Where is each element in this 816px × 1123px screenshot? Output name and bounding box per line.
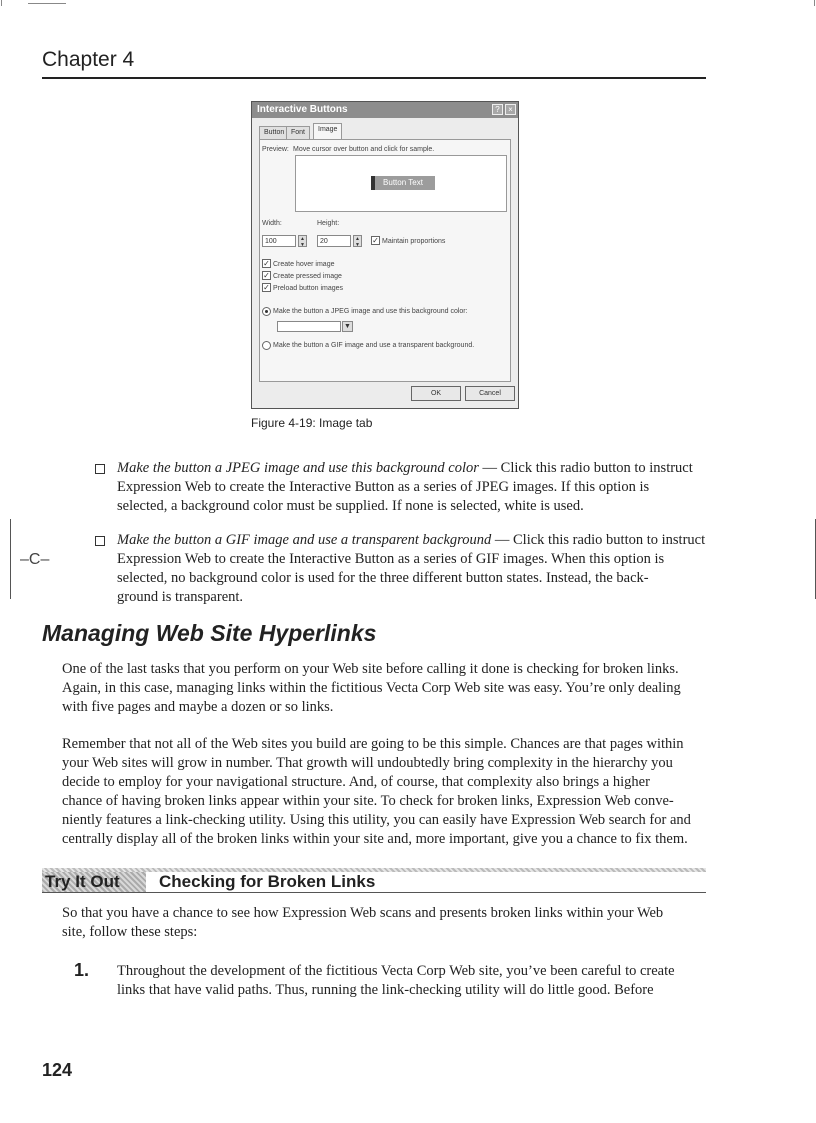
dialog-title: Interactive Buttons bbox=[252, 102, 518, 118]
bullet-gif-line: ground is transparent. bbox=[117, 589, 244, 605]
help-icon[interactable]: ? bbox=[492, 104, 503, 115]
ok-button[interactable]: OK bbox=[411, 386, 461, 401]
sample-button-text: Button Text bbox=[383, 178, 423, 187]
hover-image-label: Create hover image bbox=[273, 261, 335, 268]
bullet-jpeg-line bbox=[117, 459, 693, 478]
interactive-buttons-dialog bbox=[251, 101, 519, 409]
chevron-down-icon[interactable]: ▼ bbox=[342, 321, 353, 332]
maintain-proportions-checkbox[interactable]: ✓ bbox=[372, 236, 379, 245]
bullet-term: Make the button a JPEG image and use this background color bbox=[117, 460, 479, 476]
bullet-box bbox=[95, 464, 105, 474]
step-number: 1. bbox=[74, 960, 90, 980]
jpeg-radio-label: Make the button a JPEG image and use this background color: bbox=[273, 308, 468, 315]
gif-radio-label: Make the button a GIF image and use a transparent background. bbox=[273, 342, 475, 349]
try-it-out-label: Try It Out bbox=[42, 872, 146, 892]
width-label: Width: bbox=[262, 220, 282, 227]
paragraph-line: chance of having broken links appear within your site. To check for broken links, Expression Web conve- bbox=[62, 793, 674, 809]
paragraph-line: Again, in this case, managing links within the fictitious Vecta Corp Web site was easy. You’re only dealing bbox=[62, 680, 681, 696]
preload-images-label: Preload button images bbox=[273, 285, 344, 292]
sample-button-edge bbox=[371, 176, 375, 190]
pressed-image-label: Create pressed image bbox=[273, 273, 342, 280]
height-label: Height: bbox=[317, 220, 340, 227]
bullet-text: — Click this radio button to instruct bbox=[478, 460, 693, 476]
bullet-text: — Click this radio button to instruct bbox=[491, 532, 706, 548]
maintain-proportions-label: Maintain proportions bbox=[382, 238, 446, 245]
paragraph-line: decide to employ for your navigational structure. And, of course, that complexity also brings a higher bbox=[62, 774, 650, 790]
width-stepper[interactable]: ▲ ▼ bbox=[298, 235, 307, 247]
header-rule bbox=[42, 77, 706, 79]
tab-button[interactable]: Button bbox=[259, 126, 289, 139]
paragraph-line: Remember that not all of the Web sites you build are going to be this simple. Chances are that pages within bbox=[62, 736, 684, 752]
crop-mark bbox=[814, 0, 815, 6]
paragraph-line: site, follow these steps: bbox=[62, 924, 198, 940]
background-color-select[interactable] bbox=[277, 321, 341, 332]
paragraph-line: your Web sites will grow in number. That growth will undoubtedly bring complexity in the hierarchy you bbox=[62, 755, 673, 771]
try-it-out-title: Checking for Broken Links bbox=[159, 872, 376, 891]
pressed-image-checkbox[interactable]: ✓ bbox=[263, 271, 270, 280]
change-bar bbox=[10, 519, 11, 599]
bullet-jpeg-line: Expression Web to create the Interactive Button as a series of JPEG images. If this option is bbox=[117, 479, 650, 495]
jpeg-radio[interactable] bbox=[262, 307, 271, 316]
chapter-header: Chapter 4 bbox=[42, 48, 135, 71]
height-stepper[interactable]: ▲ ▼ bbox=[353, 235, 362, 247]
close-icon[interactable]: × bbox=[505, 104, 516, 115]
cancel-button[interactable]: Cancel bbox=[465, 386, 515, 401]
try-it-out-rule bbox=[42, 892, 706, 893]
tab-image[interactable]: Image bbox=[313, 123, 342, 140]
gif-radio[interactable] bbox=[262, 341, 271, 350]
preview-hint: Move cursor over button and click for sample. bbox=[293, 146, 435, 153]
height-input[interactable]: 20 bbox=[317, 235, 351, 247]
paragraph-line: niently features a link-checking utility. Using this utility, you can easily have Expression Web search for and bbox=[62, 812, 691, 828]
bullet-box bbox=[95, 536, 105, 546]
bullet-gif-line: selected, no background color is used for the three different button states. Instead, the back- bbox=[117, 570, 649, 586]
sample-button[interactable] bbox=[371, 176, 435, 190]
preload-images-checkbox[interactable]: ✓ bbox=[263, 283, 270, 292]
paragraph-line: centrally display all of the broken links within your site and, more important, give you a chance to fix them. bbox=[62, 831, 688, 847]
paragraph-line: So that you have a chance to see how Expression Web scans and presents broken links within your Web bbox=[62, 905, 664, 921]
step-line: links that have valid paths. Thus, running the link-checking utility will do little good. Before bbox=[117, 982, 654, 998]
bullet-jpeg-line: selected, a background color must be supplied. If none is selected, white is used. bbox=[117, 498, 584, 514]
crop-mark bbox=[1, 0, 2, 6]
tab-font[interactable]: Font bbox=[286, 126, 310, 139]
paragraph-line: One of the last tasks that you perform on your Web site before calling it done is checking for broken links. bbox=[62, 661, 679, 677]
figure-caption: Figure 4-19: Image tab bbox=[251, 416, 373, 430]
crop-mark bbox=[28, 3, 66, 4]
bullet-gif-line: Expression Web to create the Interactive Button as a series of GIF images. When this option is bbox=[117, 551, 665, 567]
bullet-term: Make the button a GIF image and use a transparent background bbox=[117, 532, 492, 548]
bullet-gif-line bbox=[117, 531, 705, 550]
preview-label: Preview: bbox=[262, 146, 289, 153]
section-heading: Managing Web Site Hyperlinks bbox=[42, 620, 377, 646]
hover-image-checkbox[interactable]: ✓ bbox=[263, 259, 270, 268]
page-number: 124 bbox=[42, 1060, 73, 1080]
width-input[interactable]: 100 bbox=[262, 235, 296, 247]
step-line: Throughout the development of the fictitious Vecta Corp Web site, you’ve been careful to create bbox=[117, 963, 675, 979]
paragraph-line: with five pages and maybe a dozen or so links. bbox=[62, 699, 334, 715]
change-mark: –C– bbox=[20, 551, 50, 568]
